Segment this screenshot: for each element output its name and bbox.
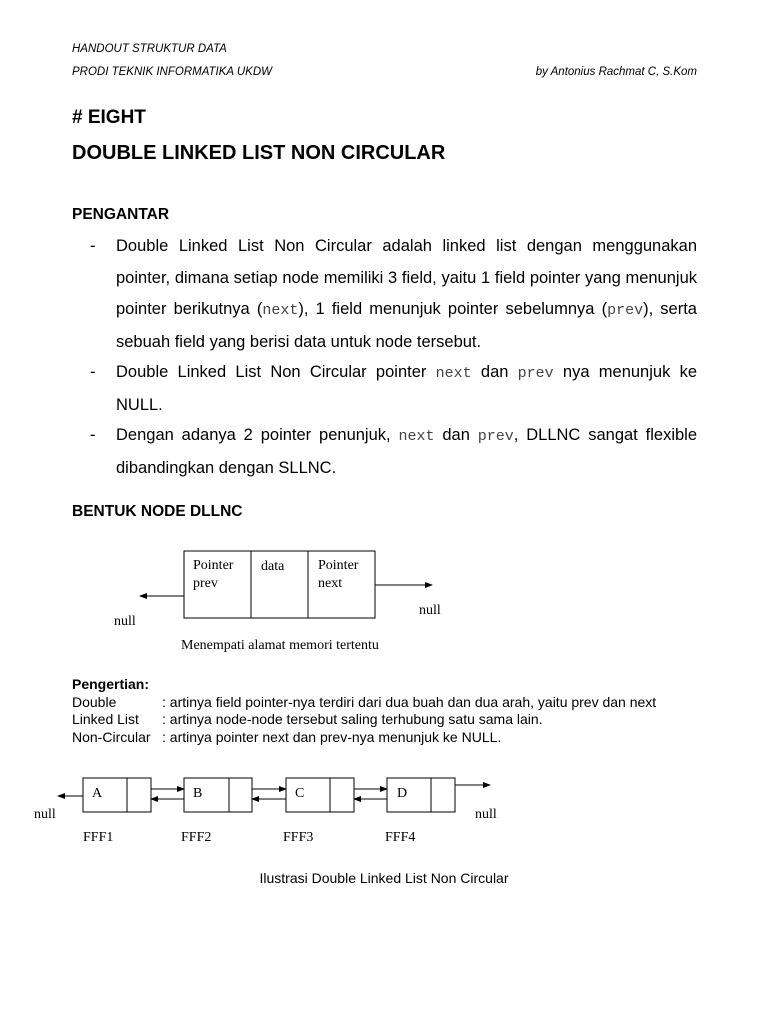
definition-term: Double — [72, 693, 117, 710]
null-right-label: null — [475, 807, 497, 822]
bullet-dash: - — [90, 363, 96, 381]
code-prev: prev — [607, 302, 644, 319]
header-author: by Antonius Rachmat C, S.Kom — [535, 66, 697, 78]
list-node-address: FFF1 — [83, 830, 114, 845]
list-node-address: FFF2 — [181, 830, 212, 845]
null-right-label: null — [419, 603, 441, 618]
list-node-address: FFF4 — [385, 830, 416, 845]
list-node-label: B — [193, 786, 203, 801]
bullet-text-part: nya menunjuk ke NULL. — [116, 363, 697, 414]
definition-desc: : artinya node-node tersebut saling terhubung satu sama lain. — [162, 711, 543, 727]
dllnc-illustration-diagram — [0, 760, 768, 860]
pengertian-block — [72, 676, 656, 746]
list-node-label: C — [295, 786, 305, 801]
cell-next-label-1: Pointer — [318, 558, 359, 573]
bullet-text — [116, 420, 697, 484]
header-line-2: PRODI TEKNIK INFORMATIKA UKDW — [72, 66, 272, 78]
bullet-text-part: Double Linked List Non Circular adalah linked list dengan menggunakan pointer, dimana setiap node memiliki 3 field, yaitu 1 field pointer yang menunjuk pointer berikutnya ( — [116, 237, 697, 318]
chapter-title: DOUBLE LINKED LIST NON CIRCULAR — [72, 142, 446, 164]
definition-row — [72, 729, 656, 747]
code-next: next — [435, 365, 472, 382]
definition-desc: : artinya pointer next dan prev-nya menunjuk ke NULL. — [162, 728, 502, 745]
code-next: next — [398, 428, 435, 445]
bullet-dash: - — [90, 237, 96, 255]
bullet-text-part: , DLLNC sangat flexible dibandingkan dengan SLLNC. — [116, 426, 697, 477]
bullet-text-part: dan — [434, 426, 478, 444]
null-left-label: null — [114, 614, 136, 629]
bullet-text-part: dan — [471, 363, 518, 381]
bullet-dash: - — [90, 426, 96, 444]
definition-row — [72, 711, 656, 729]
cell-next-label-2: next — [318, 576, 343, 591]
code-prev: prev — [477, 428, 514, 445]
bullet-text-part: Double Linked List Non Circular pointer — [116, 363, 436, 381]
code-prev: prev — [517, 365, 554, 382]
definition-desc: : artinya field pointer-nya terdiri dari dua buah dan dua arah, yaitu prev dan next — [162, 693, 657, 710]
list-node-label: D — [397, 786, 408, 801]
list-node-label: A — [92, 786, 103, 801]
bullet-text — [116, 231, 697, 358]
cell-data-label: data — [261, 559, 285, 574]
cell-prev-label-1: Pointer — [193, 558, 234, 573]
null-left-label: null — [34, 807, 56, 822]
code-next: next — [262, 302, 299, 319]
bullet-text — [116, 357, 697, 421]
bullet-text-part: Dengan adanya 2 pointer penunjuk, — [116, 426, 399, 444]
node-caption: Menempati alamat memori tertentu — [181, 638, 379, 653]
list-node-address: FFF3 — [283, 830, 314, 845]
chapter-number: # EIGHT — [72, 107, 146, 128]
definition-row — [72, 694, 656, 712]
bullet-text-part: ), 1 field menunjuk pointer sebelumnya ( — [298, 300, 608, 318]
pengertian-heading: Pengertian: — [72, 676, 150, 692]
section-heading-pengantar: PENGANTAR — [72, 206, 170, 223]
header-line-1: HANDOUT STRUKTUR DATA — [72, 43, 227, 55]
definition-term: Linked List — [72, 711, 139, 727]
illustration-caption: Ilustrasi Double Linked List Non Circular — [259, 870, 509, 886]
definition-term: Non-Circular — [72, 728, 151, 745]
node-structure-diagram — [0, 540, 768, 660]
section-heading-bentuk-node: BENTUK NODE DLLNC — [72, 503, 243, 520]
cell-prev-label-2: prev — [193, 576, 218, 591]
bullet-text-part: ), serta sebuah field yang berisi data untuk node tersebut. — [116, 300, 697, 351]
